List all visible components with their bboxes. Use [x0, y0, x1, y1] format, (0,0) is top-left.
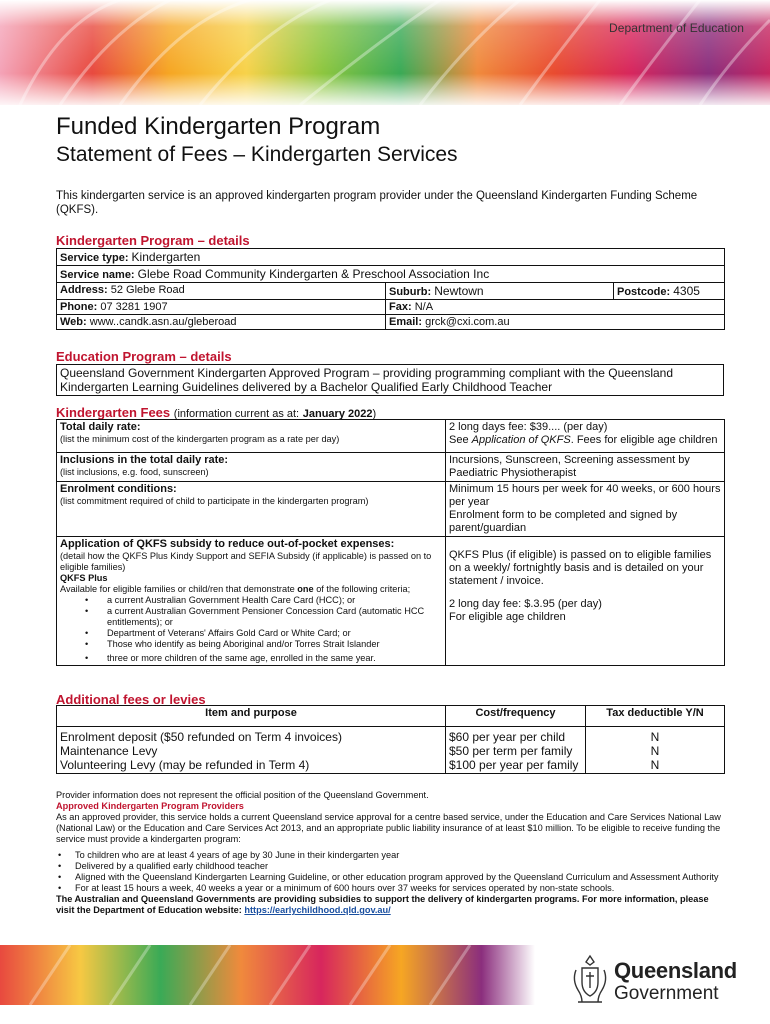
list-item: • a current Australian Government Pensioner Concession Card (automatic HCC entitlements); or: [60, 606, 442, 628]
qkfs-value2: 2 long day fee: $.3.95 (per day): [449, 598, 602, 610]
table-row: [57, 315, 725, 330]
header-banner: [0, 0, 770, 105]
col-cost-header: Cost/frequency: [446, 706, 586, 727]
coat-of-arms-icon: [570, 952, 610, 1008]
provider-section: [56, 790, 724, 916]
fees-info-suffix: ): [372, 408, 377, 420]
postcode-value: 4305: [673, 284, 700, 298]
qkfs-plus-label: QKFS Plus: [60, 573, 108, 583]
address-value: 52 Glebe Road: [110, 284, 185, 296]
provider-closing: [56, 894, 724, 916]
education-table: [56, 364, 724, 396]
postcode-label: Postcode:: [617, 286, 671, 298]
footer-rainbow-graphic: [0, 945, 535, 1005]
qkfs-label: Application of QKFS subsidy to reduce out-of-pocket expenses:: [60, 538, 395, 550]
fax-value: N/A: [414, 301, 434, 313]
col-tax-header: Tax deductible Y/N: [586, 706, 725, 727]
table-row: [57, 727, 725, 774]
col-item-header: Item and purpose: [57, 706, 446, 727]
inclusions-value: Incursions, Sunscreen, Screening assessment by Paediatric Physiotherapist: [446, 453, 725, 482]
inclusions-label: Inclusions in the total daily rate:: [60, 454, 229, 466]
daily-rate-line2-em: Application of QKFS: [471, 434, 571, 446]
phone-value: 07 3281 1907: [100, 301, 168, 313]
qkfs-hint: (detail how the QKFS Plus Kindy Support and SEFIA Subsidy (if applicable) is passed on to eligible families): [60, 551, 432, 572]
enrolment-value1: Minimum 15 hours per week for 40 weeks, or 600 hours per year: [449, 483, 721, 508]
provider-disclaimer: Provider information does not represent the official position of the Queensland Government.: [56, 790, 429, 800]
fax-label: Fax:: [389, 301, 412, 313]
table-row: [57, 249, 725, 266]
email-value: grck@cxi.com.au: [425, 316, 510, 328]
fees-table: [56, 419, 725, 666]
logo-line2: Government: [614, 983, 719, 1004]
fee-cost: $60 per year per child: [449, 730, 566, 744]
fee-item: Volunteering Levy (may be refunded in Term 4): [60, 758, 310, 772]
provider-heading: Approved Kindergarten Program Providers: [56, 801, 244, 811]
fee-item: Enrolment deposit ($50 refunded on Term 4 invoices): [60, 730, 342, 744]
department-name: Department of Education: [608, 21, 744, 35]
qkfs-avail-bold: one: [297, 584, 314, 594]
provider-bullets: [56, 850, 724, 894]
intro-text: This kindergarten service is an approved kindergarten program provider under the Queensland Kindergarten Funding Scheme (QKFS).: [56, 190, 698, 216]
service-type-value: Kindergarten: [131, 250, 201, 264]
daily-rate-line1: 2 long days fee: $39.... (per day): [449, 421, 608, 433]
suburb-label: Suburb:: [389, 286, 432, 298]
enrolment-hint: (list commitment required of child to participate in the kindergarten program): [60, 496, 369, 506]
education-text: Queensland Government Kindergarten Approved Program – providing programming compliant with the Queensland Kindergarten Learning Guidelines delivered by a Bachelor Qualified Early Childhood Teacher: [57, 365, 724, 396]
footer-banner: [0, 945, 535, 1005]
table-row: [57, 283, 725, 300]
email-label: Email:: [389, 316, 423, 328]
fees-info-date: January 2022: [302, 408, 373, 420]
table-row: [57, 706, 725, 727]
early-childhood-link[interactable]: https://earlychildhood.qld.gov.au/: [244, 905, 391, 915]
provider-text: As an approved provider, this service holds a current Queensland service approval for a centre based service, under the Education and Care Services National Law (National Law) or the Education and Care Services Act 2013, and an appropriate public liability insurance of at least $10 million. To be eligible to receive funding the service must provide a kindergarten program:: [56, 812, 721, 844]
program-details-table: [56, 248, 725, 330]
education-heading: Education Program – details: [56, 349, 232, 364]
fees-heading-line: [56, 405, 376, 420]
daily-rate-line2-post: . Fees for eligible age children: [570, 434, 718, 446]
daily-rate-label: Total daily rate:: [60, 421, 141, 433]
list-item: • Those who identify as being Aboriginal and/or Torres Strait Islander: [60, 639, 442, 650]
table-row: [57, 537, 725, 666]
closing-text: The Australian and Queensland Governments are providing subsidies to support the delivery of kindergarten programs. For more information, please visit the Department of Education website:: [56, 894, 709, 915]
list-item: • three or more children of the same age, enrolled in the same year.: [60, 653, 442, 664]
list-item: • For at least 15 hours a week, 40 weeks a year or a minimum of 600 hours over 37 weeks for services operated by non-state schools.: [56, 883, 724, 894]
address-label: Address:: [60, 284, 108, 296]
inclusions-hint: (list inclusions, e.g. food, sunscreen): [60, 467, 209, 477]
rainbow-banner-graphic: [0, 0, 770, 105]
fees-info-prefix: (information current as at:: [173, 408, 300, 420]
phone-label: Phone:: [60, 301, 98, 313]
table-row: [57, 453, 725, 482]
list-item: • Delivered by a qualified early childhood teacher: [56, 861, 724, 872]
program-heading: Kindergarten Program – details: [56, 233, 250, 248]
enrolment-label: Enrolment conditions:: [60, 483, 177, 495]
page-subtitle: Statement of Fees – Kindergarten Services: [56, 143, 458, 166]
list-item: • Aligned with the Queensland Kindergarten Learning Guideline, or other education program approved by the Queensland Curriculum and Assessment Authority: [56, 872, 724, 883]
table-row: [57, 300, 725, 315]
qkfs-avail-post: of the following criteria;: [313, 584, 411, 594]
table-row: [57, 266, 725, 283]
list-item: • Department of Veterans' Affairs Gold Card or White Card; or: [60, 628, 442, 639]
fee-tax: N: [650, 758, 660, 772]
additional-fees-table: [56, 705, 725, 774]
service-type-label: Service type:: [60, 252, 129, 264]
fee-tax: N: [650, 730, 660, 744]
service-name-value: Glebe Road Community Kindergarten & Preschool Association Inc: [137, 267, 490, 281]
fee-cost: $100 per year per family: [449, 758, 579, 772]
table-row: [57, 365, 724, 396]
queensland-government-logo: [570, 950, 750, 1010]
criteria-list: [60, 595, 442, 664]
suburb-value: Newtown: [434, 284, 484, 298]
qkfs-available: [60, 584, 442, 595]
table-row: [57, 420, 725, 453]
list-item: • To children who are at least 4 years of age by 30 June in their kindergarten year: [56, 850, 724, 861]
service-name-label: Service name:: [60, 269, 135, 281]
web-value: www..candk.asn.au/gleberoad: [89, 316, 237, 328]
web-label: Web:: [60, 316, 87, 328]
qkfs-value1: QKFS Plus (if eligible) is passed on to eligible families on a weekly/ fortnightly basis and is detailed on your statement / invoice.: [449, 549, 712, 587]
additional-heading: Additional fees or levies: [56, 692, 206, 707]
daily-rate-line2-pre: See: [449, 434, 472, 446]
daily-rate-line2: [449, 434, 721, 447]
qkfs-avail-pre: Available for eligible families or child/ren that demonstrate: [60, 584, 298, 594]
table-row: [57, 482, 725, 537]
fee-item: Maintenance Levy: [60, 744, 158, 758]
daily-rate-hint: (list the minimum cost of the kindergarten program as a rate per day): [60, 434, 340, 444]
logo-line1: Queensland: [614, 958, 737, 983]
fee-cost: $50 per term per family: [449, 744, 573, 758]
list-item: • a current Australian Government Health Care Card (HCC); or: [60, 595, 442, 606]
qkfs-value3: For eligible age children: [449, 611, 566, 623]
fees-heading: Kindergarten Fees: [56, 405, 171, 420]
enrolment-value2: Enrolment form to be completed and signed by parent/guardian: [449, 509, 678, 534]
page-title: Funded Kindergarten Program: [56, 113, 381, 140]
fee-tax: N: [650, 744, 660, 758]
